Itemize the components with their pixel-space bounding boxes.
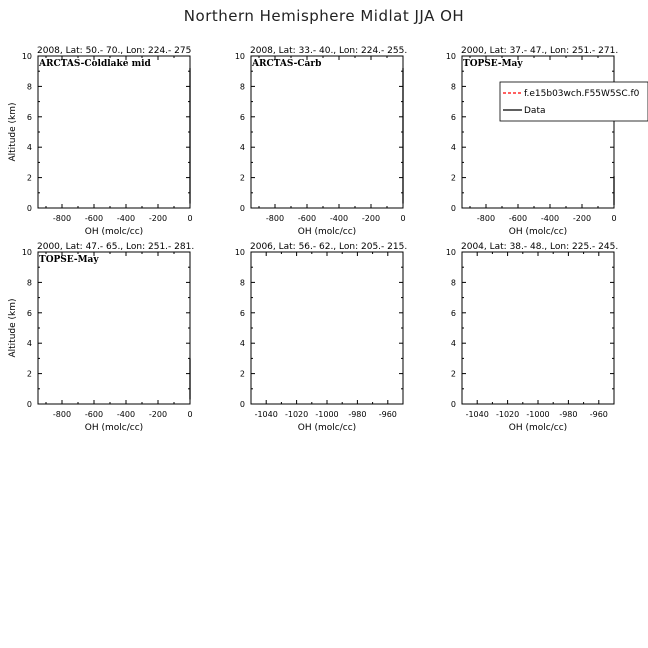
panel-5-xlabel: OH (molc/cc) (297, 423, 357, 433)
panel-3-xtick-label: -800 (476, 214, 496, 223)
panel-6-title: 2004, Lat: 38.- 48., Lon: 225.- 245. (461, 242, 619, 252)
panel-1-ytick-label: 4 (26, 143, 32, 153)
panel-2-xtick-label: -400 (329, 214, 349, 223)
panel-4-ylabel: Altitude (km) (8, 298, 18, 358)
panel-5-frame (251, 252, 403, 404)
panel-4-xtick-label: -800 (52, 410, 72, 419)
panel-3-ytick-label: 4 (450, 143, 456, 153)
panel-4-xtick-label: -400 (116, 410, 136, 419)
panel-4-ytick-label: 2 (26, 369, 32, 379)
panel-1-ylabel: Altitude (km) (8, 102, 18, 162)
panel-2-xtick-label: 0 (400, 214, 406, 223)
panel-6-ytick-label: 2 (450, 369, 456, 379)
panel-5-ytick-label: 6 (239, 308, 245, 318)
panel-1-ytick-label: 0 (26, 204, 32, 213)
panel-5-ytick-label: 4 (239, 339, 245, 349)
panel-5-xtick-label: -1040 (254, 410, 278, 419)
panel-3-legend-entry-2: Data (524, 106, 546, 116)
panel-2-title: 2008, Lat: 33.- 40., Lon: 224.- 255. (250, 46, 408, 56)
panel-6-ytick-label: 4 (450, 339, 456, 349)
panel-3-campaign-label: TOPSE-May (463, 59, 523, 69)
figure-title: Northern Hemisphere Midlat JJA OH (183, 7, 465, 25)
panel-6-ytick-label: 8 (450, 278, 456, 288)
panel-1-xlabel: OH (molc/cc) (84, 227, 144, 237)
panel-1-xtick-label: -400 (116, 214, 136, 223)
panel-6-xtick-label: -1040 (465, 410, 489, 419)
panel-2-frame (251, 56, 403, 208)
panel-6-ytick-label: 0 (450, 400, 456, 409)
panel-6-xlabel: OH (molc/cc) (508, 423, 568, 433)
panel-5-ytick-label: 8 (239, 278, 245, 288)
panel-4-xtick-label: 0 (187, 410, 193, 419)
panel-3-xtick-label: 0 (611, 214, 617, 223)
panel-1-xtick-label: -600 (84, 214, 104, 223)
panel-4-ytick-label: 0 (26, 400, 32, 409)
panel-5-ytick-label: 0 (239, 400, 245, 409)
panel-5-xtick-label: -1020 (284, 410, 309, 419)
panel-4-ytick-label: 8 (26, 278, 32, 288)
panel-4-xtick-label: -600 (84, 410, 104, 419)
panel-4-frame (38, 252, 190, 404)
panel-5-xtick-label: -1000 (315, 410, 339, 419)
panel-6-xtick-label: -1020 (495, 410, 520, 419)
panel-4-campaign-label: TOPSE-May (39, 255, 99, 265)
panel-1-title: 2008, Lat: 50.- 70., Lon: 224.- 275 (37, 46, 192, 56)
panel-1-ytick-label: 10 (21, 52, 32, 61)
panel-2-ytick-label: 10 (234, 52, 245, 61)
panel-3-ytick-label: 0 (450, 204, 456, 213)
panel-2-ytick-label: 4 (239, 143, 245, 153)
panel-5-xtick-label: -980 (348, 410, 367, 419)
panel-3-ytick-label: 8 (450, 82, 456, 92)
panel-6-ytick-label: 10 (445, 248, 456, 257)
panel-1-xtick-label: -200 (148, 214, 168, 223)
panel-3-legend-entry-1: f.e15b03wch.F55W5SC.f0 (524, 89, 640, 99)
panel-2-ytick-label: 2 (239, 173, 245, 183)
panel-1-ytick-label: 6 (26, 112, 32, 122)
panel-3-xtick-label: -400 (540, 214, 560, 223)
panel-2-ytick-label: 6 (239, 112, 245, 122)
panel-2-ytick-label: 0 (239, 204, 245, 213)
panel-6-ytick-label: 6 (450, 308, 456, 318)
panel-4-title: 2000, Lat: 47.- 65., Lon: 251.- 281. (37, 242, 195, 252)
panel-4-xtick-label: -200 (148, 410, 168, 419)
panel-2-campaign-label: ARCTAS-Carb (252, 59, 322, 69)
panel-4-xlabel: OH (molc/cc) (84, 423, 144, 433)
panel-4-ytick-label: 10 (21, 248, 32, 257)
panel-1-xtick-label: -800 (52, 214, 72, 223)
panel-1-frame (38, 56, 190, 208)
panel-3-legend-box (500, 82, 648, 121)
panel-1-ytick-label: 2 (26, 173, 32, 183)
panel-6-xtick-label: -1000 (526, 410, 550, 419)
panel-1-xtick-label: 0 (187, 214, 193, 223)
panel-6-frame (462, 252, 614, 404)
panel-2-xlabel: OH (molc/cc) (297, 227, 357, 237)
panel-2-xtick-label: -200 (361, 214, 381, 223)
panel-5-ytick-label: 2 (239, 369, 245, 379)
panel-3-frame (462, 56, 614, 208)
panel-3-ytick-label: 10 (445, 52, 456, 61)
panel-4-ytick-label: 4 (26, 339, 32, 349)
panel-2-ytick-label: 8 (239, 82, 245, 92)
panel-1-ytick-label: 8 (26, 82, 32, 92)
panel-6-xtick-label: -980 (559, 410, 578, 419)
panel-2-xtick-label: -600 (297, 214, 317, 223)
panel-3-xtick-label: -600 (508, 214, 528, 223)
panel-3-xtick-label: -200 (572, 214, 592, 223)
panel-3-ytick-label: 6 (450, 112, 456, 122)
panel-5-xtick-label: -960 (378, 410, 397, 419)
panel-3-ytick-label: 2 (450, 173, 456, 183)
panel-2-xtick-label: -800 (265, 214, 285, 223)
panel-3-title: 2000, Lat: 37.- 47., Lon: 251.- 271. (461, 46, 619, 56)
panel-3-xlabel: OH (molc/cc) (508, 227, 568, 237)
panel-6-xtick-label: -960 (589, 410, 608, 419)
panel-5-ytick-label: 10 (234, 248, 245, 257)
panel-4-ytick-label: 6 (26, 308, 32, 318)
panel-1-campaign-label: ARCTAS-Coldlake mid (39, 59, 151, 69)
panel-5-title: 2006, Lat: 56.- 62., Lon: 205.- 215. (250, 242, 408, 252)
